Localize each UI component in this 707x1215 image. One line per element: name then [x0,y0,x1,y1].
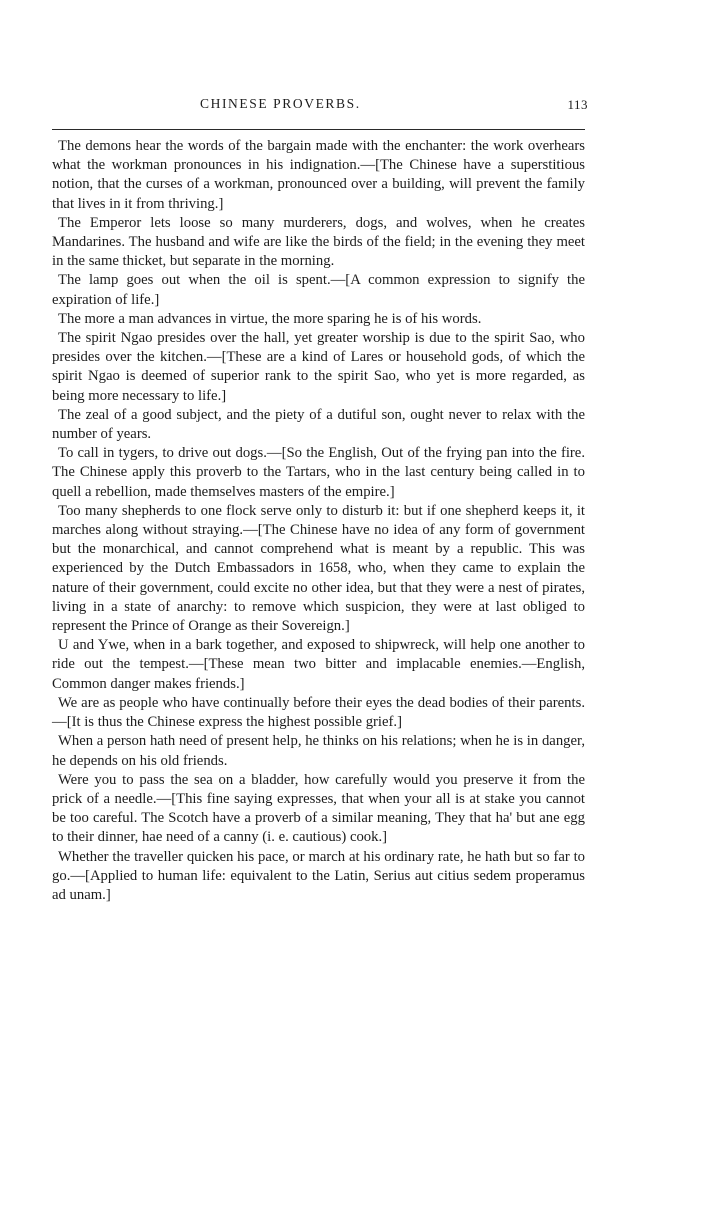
paragraph: The zeal of a good subject, and the piety of a dutiful son, ought never to relax with the number of years. [52,406,585,443]
body-text [52,137,585,905]
running-header [52,96,588,122]
paragraph: When a person hath need of present help, he thinks on his relations; when he is in danger, he depends on his old friends. [52,733,585,769]
paragraph: The demons hear the words of the bargain made with the enchanter: the work overhears what the workman pronounces in his indignation.—[The Chinese have a superstitious notion, that the curses of a workman, pronounced over a building, will prevent the family that lives in it from thriving.] [52,138,585,212]
paragraph: The lamp goes out when the oil is spent.—[A common expression to signify the expiration of life.] [52,272,585,308]
book-page [52,96,588,903]
running-title: CHINESE PROVERBS. [200,96,361,111]
paragraph: The Emperor lets loose so many murderers, dogs, and wolves, when he creates Mandarines. The husband and wife are like the birds of the field; in the evening they meet in the same thicket, but separate in the morning. [52,214,585,270]
page-number: 113 [567,97,588,112]
paragraph: We are as people who have continually before their eyes the dead bodies of their parents.—[It is thus the Chinese express the highest possible grief.] [52,694,585,731]
paragraph: The more a man advances in virtue, the more sparing he is of his words. [58,310,482,327]
paragraph: To call in tygers, to drive out dogs.—[So the English, Out of the frying pan into the fire. The Chinese apply this proverb to the Tartars, who in the last century being called in to quell a rebellion, made themselves masters of the empire.] [52,445,585,500]
paragraph: Whether the traveller quicken his pace, or march at his ordinary rate, he hath but so far to go.—[Applied to human life: equivalent to the Latin, Serius aut citius sedem properamus ad unam.] [52,848,585,903]
header-rule [52,129,585,130]
paragraph: Too many shepherds to one flock serve only to disturb it: but if one shepherd keeps it, it marches along without straying.—[The Chinese have no idea of any form of government but the monarchical, and cannot comprehend what is meant by a republic. This was experienced by the Dutch Embassadors in 1658, who, when they came to explain the nature of their government, could excite no other idea, but that they were a nest of pirates, living in a state of anarchy: to remove which suspicion, they were at last obliged to represent the Prince of Orange as their Sovereign.] [52,502,585,635]
paragraph: Were you to pass the sea on a bladder, how carefully would you preserve it from the prick of a needle.—[This fine saying expresses, that when your all is at stake you cannot be too careful. The Scotch have a proverb of a similar meaning, They that ha' but ane egg to their dinner, hae need of a canny (i. e. cautious) cook.] [52,771,585,846]
paragraph: U and Ywe, when in a bark together, and exposed to shipwreck, will help one another to ride out the tempest.—[These mean two bitter and implacable enemies.—English, Common danger makes friends.] [52,637,585,692]
paragraph: The spirit Ngao presides over the hall, yet greater worship is due to the spirit Sao, who presides over the kitchen.—[These are a kind of Lares or household gods, of which the spirit Ngao is deemed of superior rank to the spirit Sao, who yet is more regarded, as being more necessary to life.] [52,330,585,404]
